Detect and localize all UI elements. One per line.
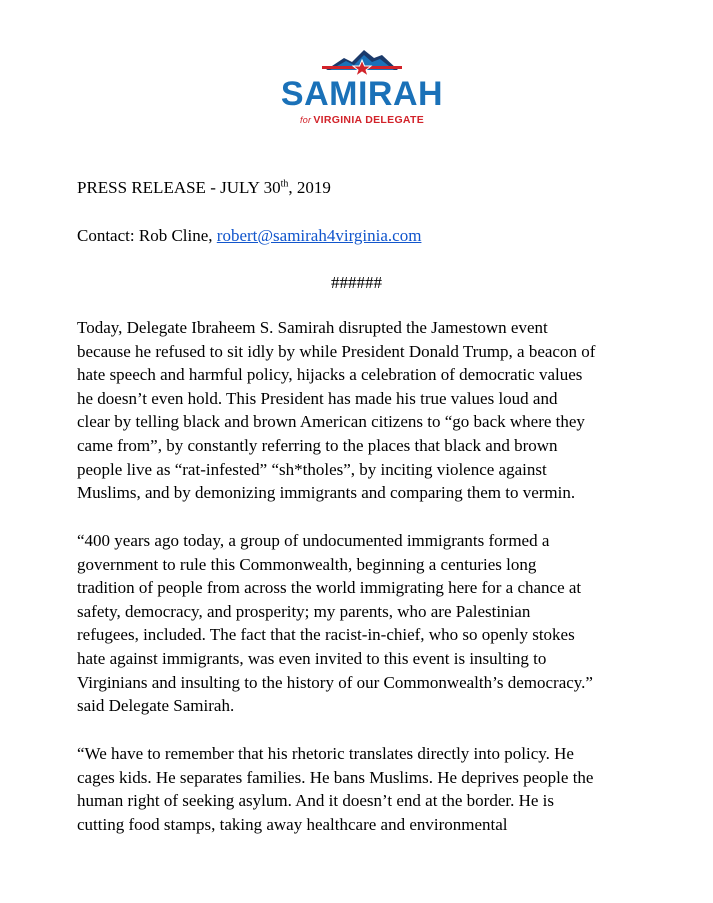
paragraph-line: human right of seeking asylum. And it doesn’t end at the border. He is (77, 791, 555, 811)
paragraph-line: clear by telling black and brown American citizens to “go back where they (77, 412, 585, 432)
paragraph-line: came from”, by constantly referring to the places that black and brown (77, 435, 558, 455)
contact-email-link[interactable]: robert@samirah4virginia.com (216, 226, 422, 245)
paragraph-line: government to rule this Commonwealth, beginning a centuries long (77, 554, 537, 574)
logo-name: SAMIRAH (280, 75, 444, 113)
contact-label: Contact: Rob Cline, (77, 226, 217, 245)
paragraph-line: hate speech and harmful policy, hijacks a celebration of democratic values (77, 365, 583, 385)
logo-subtitle (279, 114, 445, 126)
paragraph-line: Virginians and insulting to the history of our Commonwealth’s democracy.” (77, 672, 593, 692)
paragraph-1 (77, 316, 647, 505)
paragraph-line: safety, democracy, and prosperity; my parents, who are Palestinian (77, 601, 531, 621)
paragraph-3 (77, 742, 647, 836)
paragraph-line: said Delegate Samirah. (77, 696, 235, 716)
campaign-logo (279, 46, 445, 130)
logo-for: for (299, 115, 312, 125)
paragraph-line: people live as “rat-infested” “sh*tholes”, by inciting violence against (77, 459, 547, 479)
paragraph-line: “We have to remember that his rhetoric translates directly into policy. He (77, 744, 574, 763)
title-prefix: PRESS RELEASE - JULY 30 (77, 178, 281, 197)
section-separator: ###### (331, 273, 382, 292)
paragraph-line: Today, Delegate Ibraheem S. Samirah disrupted the Jamestown event (77, 318, 548, 337)
contact-line (77, 226, 421, 246)
logo-subtitle-text: VIRGINIA DELEGATE (313, 114, 425, 126)
title-superscript: th (280, 178, 289, 190)
paragraph-line: tradition of people from across the world immigrating here for a chance at (77, 578, 582, 598)
paragraph-line: Muslims, and by demonizing immigrants and comparing them to vermin. (77, 483, 576, 503)
mountain-star-icon (322, 46, 402, 76)
paragraph-line: hate against immigrants, was even invited to this event is insulting to (77, 648, 547, 668)
paragraph-line: because he refused to sit idly by while President Donald Trump, a beacon of (77, 341, 596, 361)
paragraph-2 (77, 529, 647, 718)
press-release-title (77, 178, 331, 198)
paragraph-line: “400 years ago today, a group of undocumented immigrants formed a (77, 531, 550, 550)
paragraph-line: cutting food stamps, taking away healthcare and environmental (77, 814, 508, 834)
paragraph-line: cages kids. He separates families. He bans Muslims. He deprives people the (77, 767, 594, 787)
paragraph-line: refugees, included. The fact that the racist-in-chief, who so openly stokes (77, 625, 575, 645)
title-suffix: , 2019 (288, 178, 331, 197)
paragraph-line: he doesn’t even hold. This President has made his true values loud and (77, 388, 558, 408)
